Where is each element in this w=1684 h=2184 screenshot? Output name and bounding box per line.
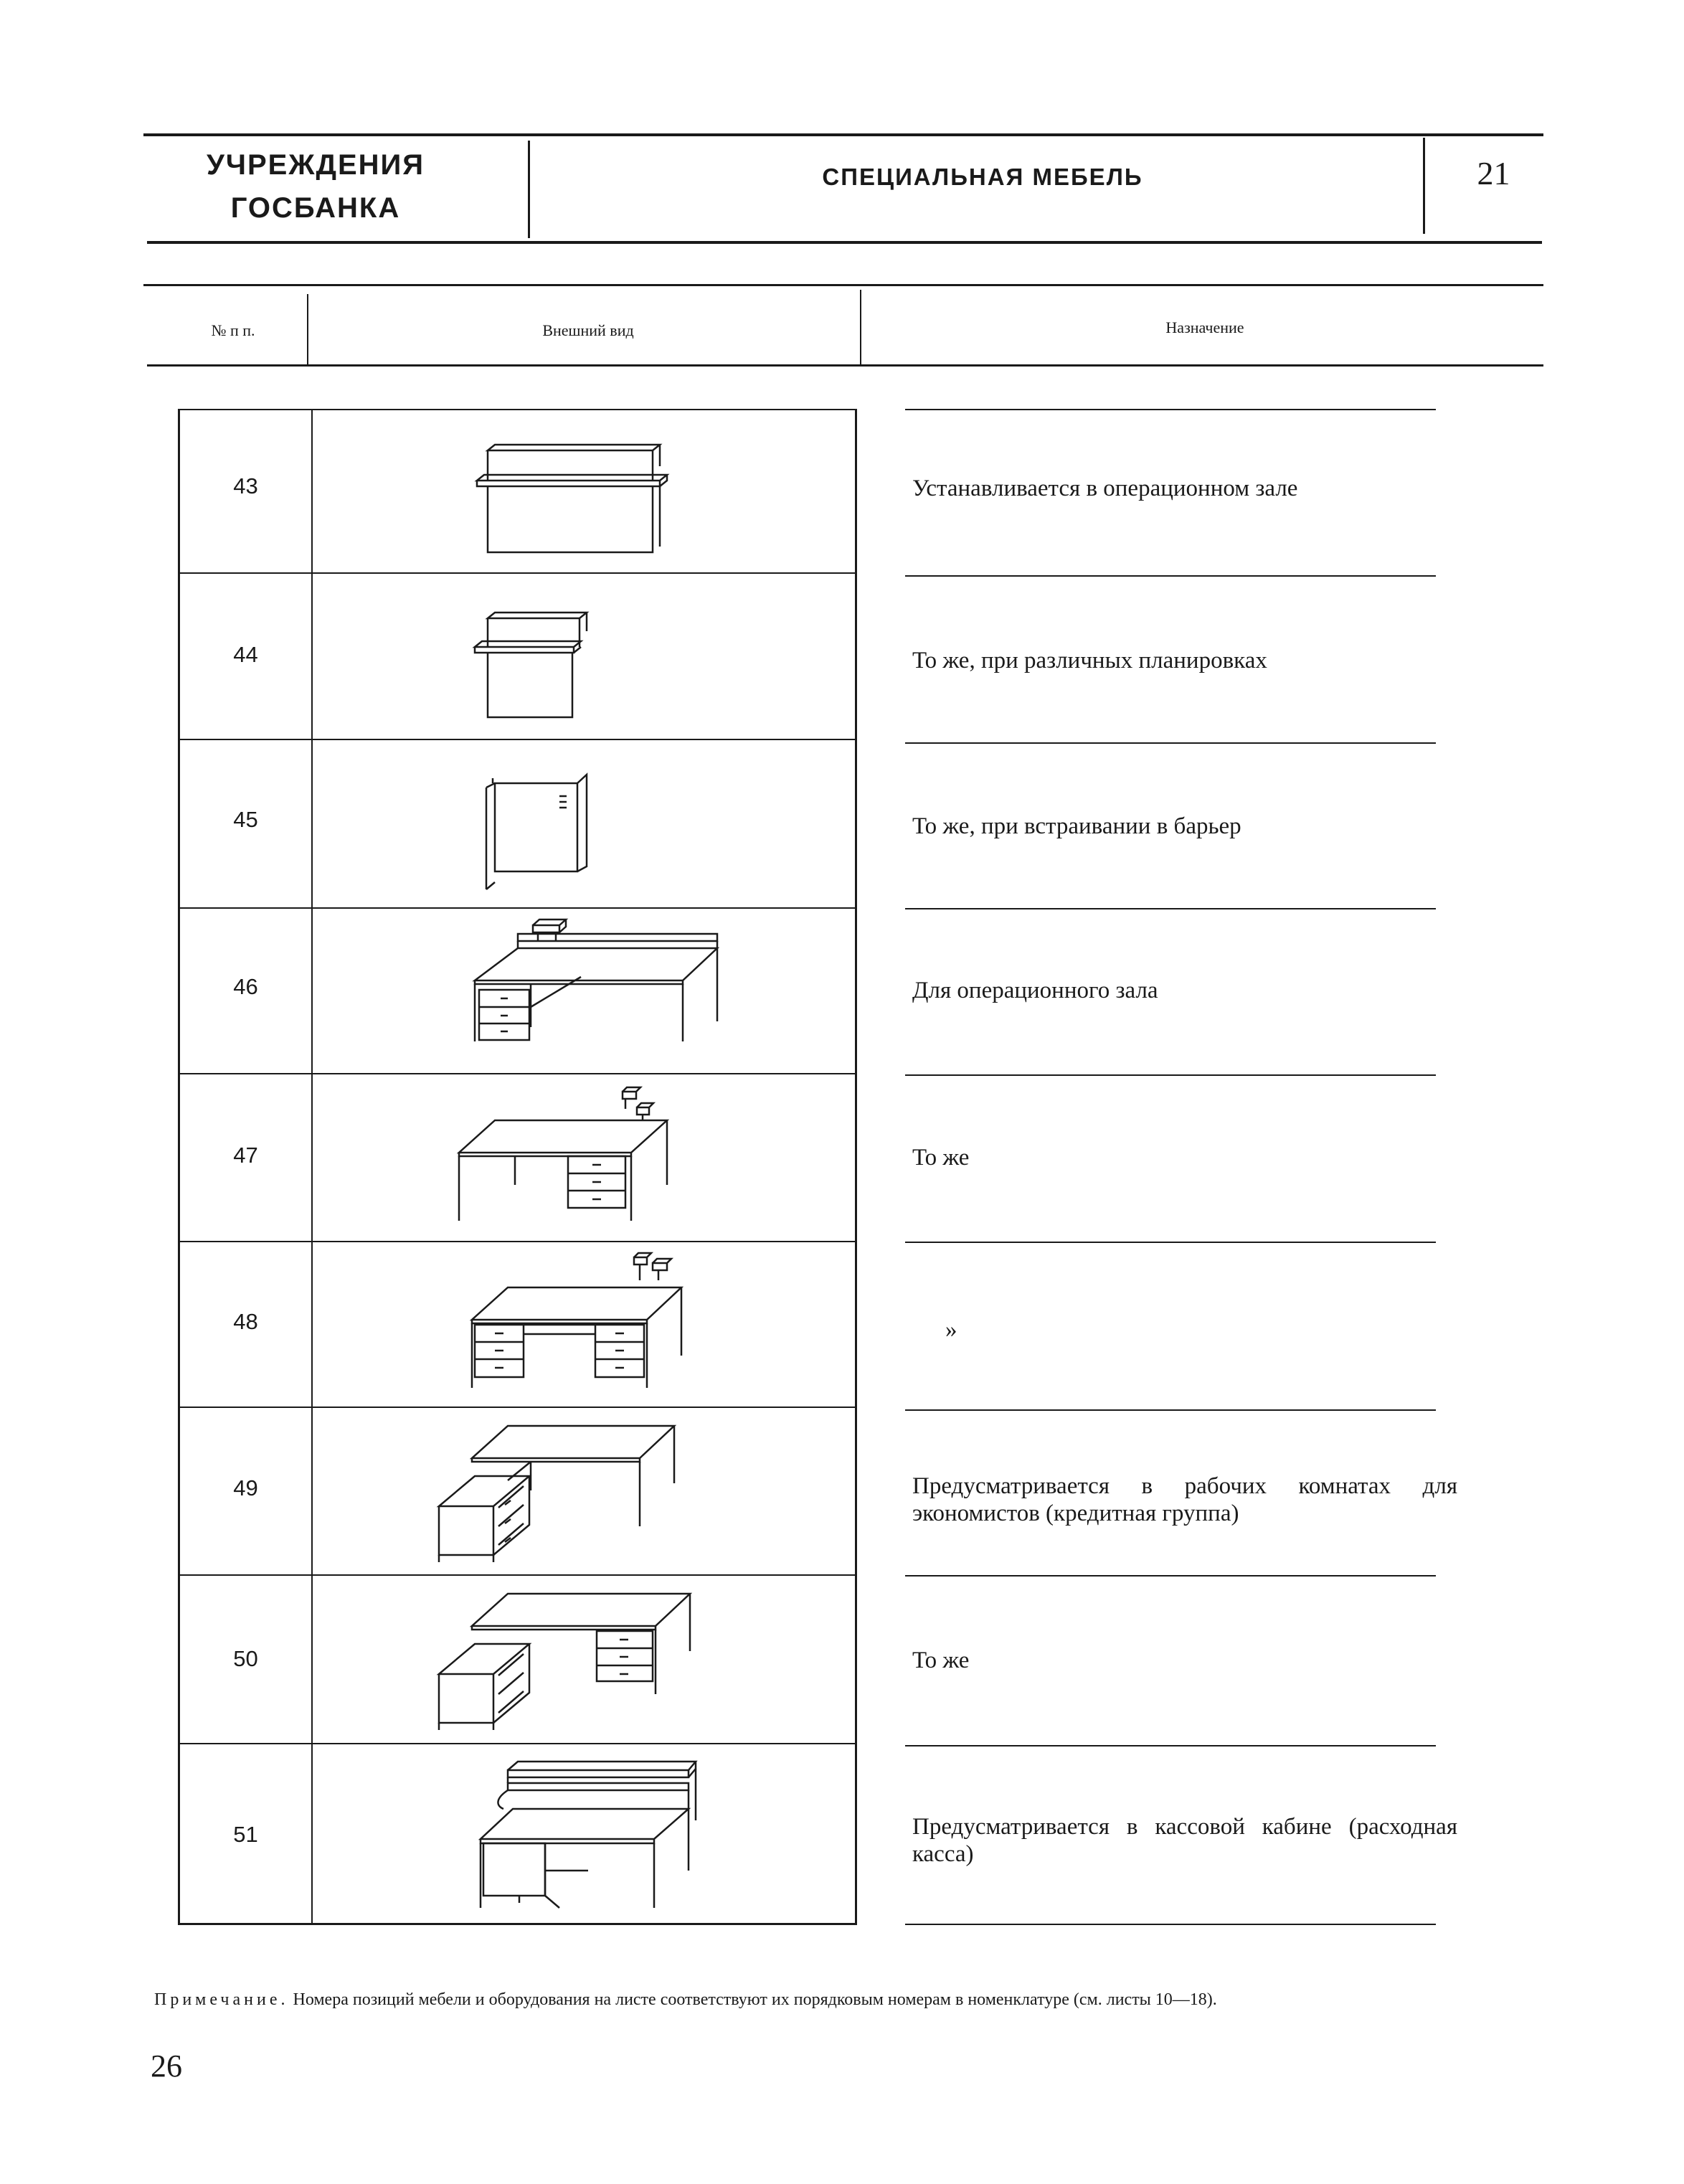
organization-title [179,143,452,230]
sheet-number: 21 [1477,155,1510,192]
row-divider [178,907,857,909]
desc-rule [905,1745,1436,1746]
header-top-rule [143,133,1543,136]
footnote-text: Номера позиций мебели и оборудования на листе соответствуют их порядковым номерам в номенклатуре (см. листы 10—18). [293,1990,1217,2009]
row-number: 44 [233,642,258,667]
page-number: 26 [151,2048,182,2084]
row-number: 48 [233,1309,258,1334]
row-divider [178,1241,857,1242]
desk-with-side-cabinet-icon [316,1412,861,1573]
desk-with-side-cabinet-and-pedestal-icon [316,1579,861,1741]
footnote-label: Примечание. [154,1990,289,2009]
desc-rule [905,742,1436,744]
row-number: 46 [233,974,258,999]
cashier-desk-icon [316,1749,861,1921]
counter-with-shelf-icon [316,416,861,567]
row-description: Предусматривается в кассовой кабине (расходная касса) [912,1814,1457,1867]
row-description: Предусматривается в рабочих комнатах для экономистов (кредитная группа) [912,1473,1457,1526]
desc-rule [905,1924,1436,1925]
header-bottom-rule [147,241,1542,244]
desk-double-pedestal-icon [316,1244,861,1406]
row-description: То же [912,1648,970,1673]
row-divider [178,1407,857,1408]
row-divider [178,572,857,574]
row-number: 50 [233,1646,258,1671]
row-number: 47 [233,1143,258,1168]
column-header-purpose: Назначение [1165,318,1244,336]
row-number: 45 [233,807,258,832]
row-number: 51 [233,1822,258,1847]
desc-rule [905,409,1436,410]
row-divider [178,1574,857,1576]
row-divider [178,1073,857,1074]
row-divider [178,1743,857,1744]
table-bottom-border [178,1923,857,1925]
organization-title-line1: УЧРЕЖДЕНИЯ [206,149,425,181]
footnote [154,1990,1560,2010]
barrier-cabinet-icon [316,746,861,900]
narrow-counter-with-shelf-icon [316,581,861,732]
desc-rule [905,1242,1436,1243]
row-description: То же, при встраивании в барьер [912,813,1241,839]
desc-rule [905,575,1436,577]
colhead-bottom-rule [147,364,1543,367]
sheet-title: СПЕЦИАЛЬНАЯ МЕБЕЛЬ [822,164,1143,190]
operational-desk-icon [316,912,861,1070]
colhead-top-rule [143,284,1543,286]
desc-rule [905,1409,1436,1411]
desc-rule [905,1074,1436,1076]
row-number: 43 [233,473,258,498]
colhead-divider-1 [307,294,308,364]
row-description: Для операционного зала [912,978,1158,1003]
row-description: То же [912,1145,970,1171]
row-description: » [945,1317,957,1343]
column-header-number: № п п. [211,321,255,339]
desc-rule [905,908,1436,909]
desk-single-pedestal-icon [316,1077,861,1239]
row-divider [178,739,857,740]
row-description: То же, при различных планировках [912,648,1267,673]
row-number: 49 [233,1475,258,1500]
desc-rule [905,1575,1436,1576]
column-header-appearance: Внешний вид [542,321,634,339]
table-top-border [178,409,857,410]
organization-title-line2: ГОСБАНКА [230,192,401,224]
row-description: Устанавливается в операционном зале [912,476,1298,501]
header-divider-1 [528,141,530,238]
header-divider-2 [1423,138,1425,234]
